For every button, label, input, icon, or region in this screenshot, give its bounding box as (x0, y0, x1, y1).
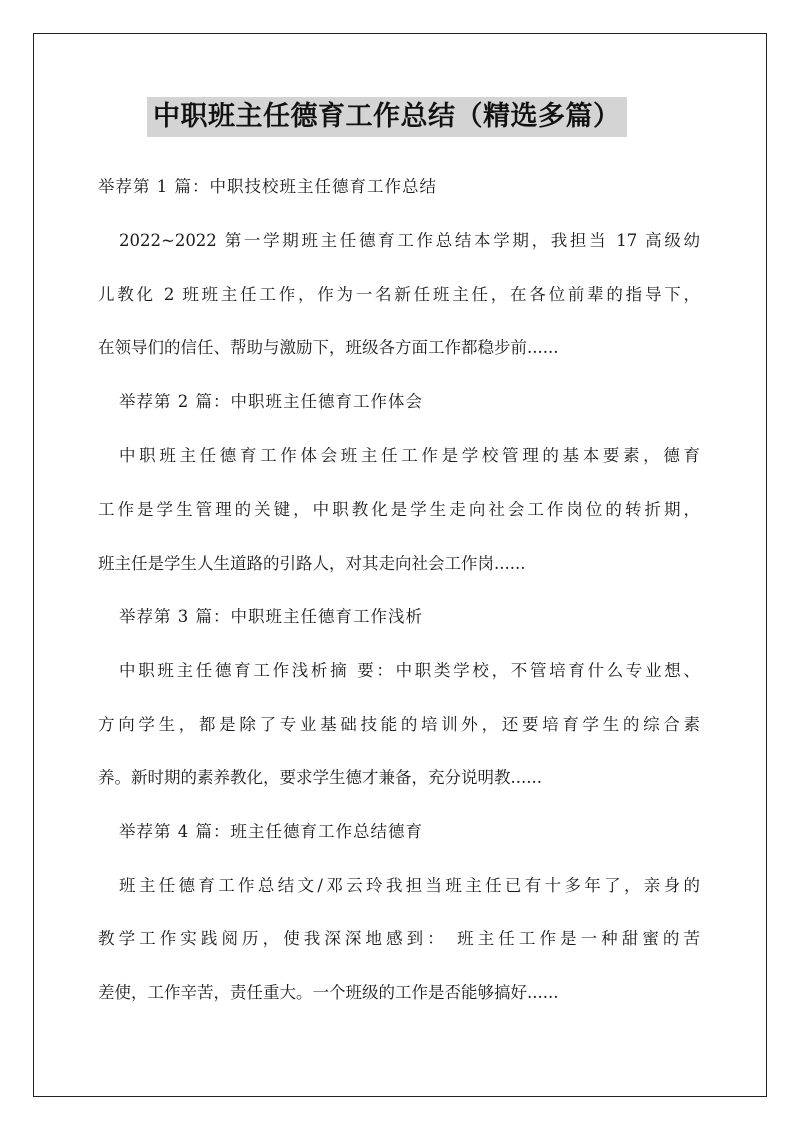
section-4-line-1: 班主任德育工作总结文/邓云玲我担当班主任已有十多年了，亲身的 (119, 876, 700, 895)
section-4-heading: 举荐第 4 篇：班主任德育工作总结德育 (119, 822, 423, 841)
section-2-heading: 举荐第 2 篇：中职班主任德育工作体会 (119, 392, 423, 411)
section-4-line-3: 差使，工作辛苦，责任重大。一个班级的工作是否能够搞好...... (98, 983, 559, 1002)
section-1-heading: 举荐第 1 篇：中职技校班主任德育工作总结 (98, 177, 437, 196)
section-2-line-2: 工作是学生管理的关键，中职教化是学生走向社会工作岗位的转折期， (98, 500, 700, 519)
section-2-line-3: 班主任是学生人生道路的引路人，对其走向社会工作岗...... (98, 554, 526, 573)
section-3-heading: 举荐第 3 篇：中职班主任德育工作浅析 (119, 607, 423, 626)
section-3-line-1: 中职班主任德育工作浅析摘 要：中职类学校，不管培育什么专业想、 (119, 661, 700, 680)
section-1-line-2: 儿教化 2 班班主任工作，作为一名新任班主任，在各位前辈的指导下， (98, 285, 700, 304)
section-4-line-2: 教学工作实践阅历，使我深深地感到： 班主任工作是一种甜蜜的苦 (98, 929, 700, 948)
document-title: 中职班主任德育工作总结（精选多篇） (147, 97, 627, 137)
section-3-line-3: 养。新时期的素养教化，要求学生德才兼备，充分说明教...... (98, 768, 542, 787)
section-1-line-3: 在领导们的信任、帮助与激励下，班级各方面工作都稳步前...... (98, 338, 559, 357)
section-3-line-2: 方向学生，都是除了专业基础技能的培训外，还要培育学生的综合素 (98, 715, 700, 734)
section-2-line-1: 中职班主任德育工作体会班主任工作是学校管理的基本要素，德育 (119, 446, 700, 465)
section-1-line-1: 2022~2022 第一学期班主任德育工作总结本学期，我担当 17 高级幼 (119, 231, 700, 250)
